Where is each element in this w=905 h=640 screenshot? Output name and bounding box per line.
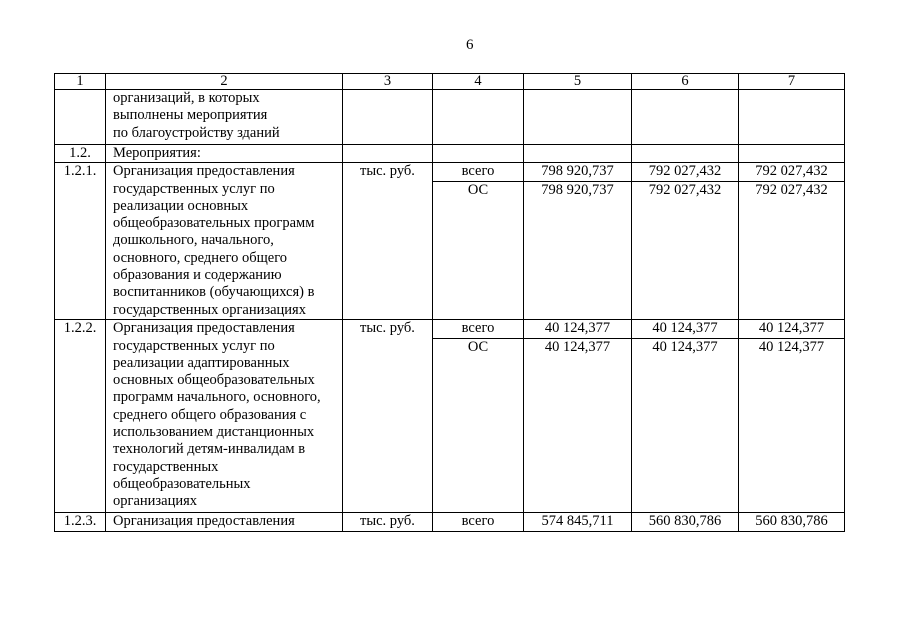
row-number: 1.2.1.: [55, 163, 106, 320]
total-label: всего: [433, 513, 524, 532]
description-line: общеобразовательных: [113, 475, 251, 492]
header-cell: 3: [343, 74, 433, 90]
value-cell: 40 124,377: [739, 320, 845, 339]
empty-cell: [739, 90, 845, 145]
value-cell: 798 920,737: [524, 182, 632, 320]
value-cell: 798 920,737: [524, 163, 632, 182]
description-line: воспитанников (обучающихся) в: [113, 284, 315, 301]
empty-cell: [433, 145, 524, 163]
empty-cell: [343, 90, 433, 145]
empty-cell: [433, 90, 524, 145]
table-row-1-2-3: [55, 513, 845, 532]
description-line: государственных услуг по: [113, 180, 275, 197]
empty-cell: [55, 90, 106, 145]
table-row-1-2-1-total: [55, 163, 845, 182]
description-line: государственных организациях: [113, 301, 306, 318]
description-line: Организация предоставления: [113, 163, 295, 180]
description-line: Организация предоставления: [113, 513, 295, 530]
description-line: основных общеобразовательных: [113, 372, 315, 389]
header-cell: 2: [106, 74, 343, 90]
description-line: государственных: [113, 458, 219, 475]
description-line: реализации основных: [113, 197, 249, 214]
header-cell: 5: [524, 74, 632, 90]
empty-cell: [343, 145, 433, 163]
total-label: всего: [433, 320, 524, 339]
description-line: среднего общего образования с: [113, 406, 307, 423]
empty-cell: [524, 90, 632, 145]
value-cell: 40 124,377: [632, 339, 739, 513]
unit-cell: тыс. руб.: [343, 163, 433, 320]
empty-cell: [632, 90, 739, 145]
page-number: 6: [466, 37, 474, 53]
carry-over-description: [106, 90, 343, 145]
os-label: ОС: [433, 182, 524, 320]
value-cell: 792 027,432: [632, 182, 739, 320]
description-line: организаций, в которых: [113, 90, 260, 106]
header-cell: 6: [632, 74, 739, 90]
value-cell: 40 124,377: [632, 320, 739, 339]
unit-cell: тыс. руб.: [343, 320, 433, 513]
description-line: общеобразовательных программ: [113, 215, 315, 232]
description-line: программ начального, основного,: [113, 389, 321, 406]
description-line: основного, среднего общего: [113, 249, 288, 266]
description-line: образования и содержанию: [113, 267, 282, 284]
value-cell: 560 830,786: [739, 513, 845, 532]
value-cell: 574 845,711: [524, 513, 632, 532]
value-cell: 40 124,377: [739, 339, 845, 513]
row-description: [106, 163, 343, 320]
data-table: [54, 73, 845, 532]
section-title: Мероприятия:: [106, 145, 343, 163]
value-cell: 792 027,432: [632, 163, 739, 182]
header-cell: 4: [433, 74, 524, 90]
empty-cell: [632, 145, 739, 163]
value-cell: 40 124,377: [524, 320, 632, 339]
section-number: 1.2.: [55, 145, 106, 163]
table-row-1-2-2-total: [55, 320, 845, 339]
value-cell: 792 027,432: [739, 163, 845, 182]
row-number: 1.2.2.: [55, 320, 106, 513]
description-line: дошкольного, начального,: [113, 232, 274, 249]
description-line: выполнены мероприятия: [113, 107, 268, 124]
description-line: по благоустройству зданий: [113, 124, 280, 141]
description-line: технологий детям-инвалидам в: [113, 441, 306, 458]
row-number: 1.2.3.: [55, 513, 106, 532]
empty-cell: [524, 145, 632, 163]
header-cell: 7: [739, 74, 845, 90]
section-row: [55, 145, 845, 163]
row-description: [106, 320, 343, 513]
description-line: реализации адаптированных: [113, 354, 290, 371]
empty-cell: [739, 145, 845, 163]
os-label: ОС: [433, 339, 524, 513]
row-description: [106, 513, 343, 532]
description-line: государственных услуг по: [113, 337, 275, 354]
header-row: [55, 74, 845, 90]
value-cell: 40 124,377: [524, 339, 632, 513]
total-label: всего: [433, 163, 524, 182]
value-cell: 560 830,786: [632, 513, 739, 532]
header-cell: 1: [55, 74, 106, 90]
value-cell: 792 027,432: [739, 182, 845, 320]
unit-cell: тыс. руб.: [343, 513, 433, 532]
description-line: использованием дистанционных: [113, 424, 315, 441]
carry-over-row: [55, 90, 845, 145]
description-line: организациях: [113, 493, 198, 510]
description-line: Организация предоставления: [113, 320, 295, 337]
